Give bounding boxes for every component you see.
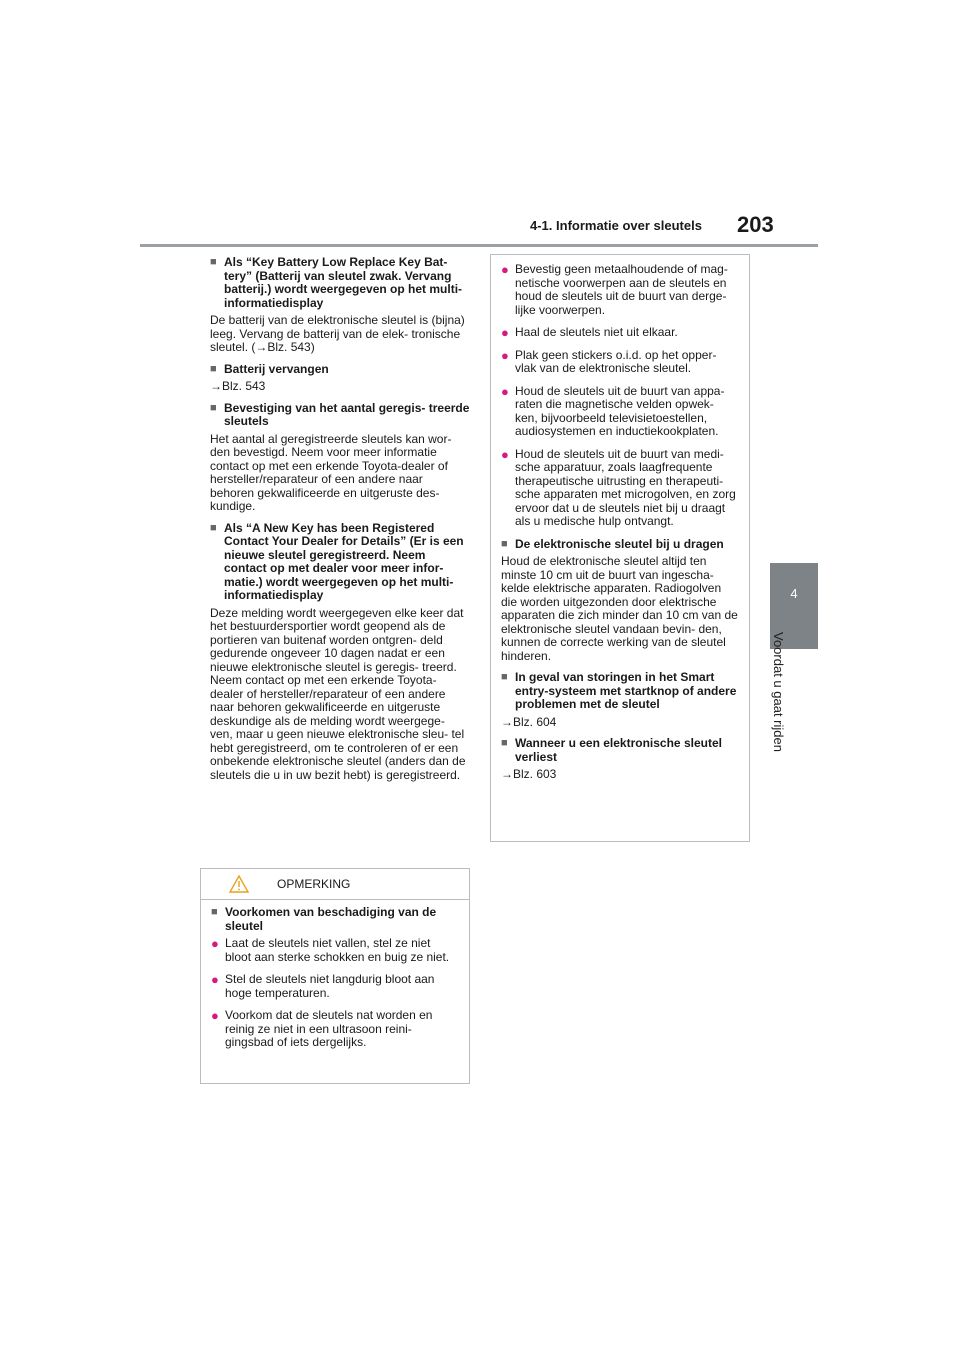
heading-battery-replace: ■ Batterij vervangen <box>210 361 329 376</box>
note-box <box>200 868 470 1084</box>
page-reference: →Blz. 604 <box>501 714 557 729</box>
list-item: ● Houd de sleutels uit de buurt van medi- sche apparatuur, zoals laagfrequente therapeutische uitrusting en therapeuti- sche apparaten met microgolven, en zorg ervoor dat u de sleutels niet bij u draagt als u medische hulp ontvangt. <box>501 446 736 528</box>
note-heading: ■ Voorkomen van beschadiging van de sleutel <box>211 905 437 933</box>
heading-malfunction: ■ In geval van storingen in het Smart entry-systeem met startknop of andere problemen met de sleutel <box>501 670 737 711</box>
list-item: ● Plak geen stickers o.i.d. op het opper- vlak van de elektronische sleutel. <box>501 347 717 375</box>
bullet-icon: ● <box>501 383 509 399</box>
right-note-box <box>490 254 750 842</box>
page-reference: →Blz. 603 <box>501 767 557 781</box>
note-title: OPMERKING <box>277 877 351 891</box>
list-item: ● Laat de sleutels niet vallen, stel ze niet bloot aan sterke schokken en buig ze niet. <box>211 936 450 964</box>
list-item: ● Houd de sleutels uit de buurt van appa- raten die magnetische velden opwek- ken, bijvoorbeeld televisietoestellen, audiosystemen en inductiekookplaten. <box>501 383 725 438</box>
bullet-icon: ● <box>501 262 509 277</box>
warning-icon <box>229 875 249 893</box>
square-bullet-icon: ■ <box>210 521 217 534</box>
paragraph: De batterij van de elektronische sleutel is (bijna) leeg. Vervang de batterij van de elek- tronische sleutel. (→Blz. 543) <box>210 313 465 354</box>
bullet-icon: ● <box>501 446 509 462</box>
list-item: ● Stel de sleutels niet langdurig bloot aan hoge temperaturen. <box>211 972 435 1000</box>
heading-registered-keys: ■ Bevestiging van het aantal geregis- treerde sleutels <box>210 400 470 428</box>
square-bullet-icon: ■ <box>501 737 508 749</box>
note-header <box>201 869 469 900</box>
header-rule <box>140 244 818 247</box>
paragraph: Het aantal al geregistreerde sleutels kan wor- den bevestigd. Neem voor meer informatie contact op met een erkende Toyota-dealer of hersteller/reparateur of een andere naar behoren gekwalificeerde en uitgeruste des- kundige. <box>210 431 452 513</box>
list-item: ● Voorkom dat de sleutels nat worden en reinig ze niet in een ultrasoon reini- gingsbad of iets dergelijks. <box>211 1008 433 1049</box>
paragraph: Houd de elektronische sleutel altijd ten minste 10 cm uit de buurt van ingescha- kelde elektrische apparaten. Radiogolven die worden uitgezonden door elektrische apparaten die zich minder dan 10 cm van de elektronische sleutel vandaan bevin- den, kunnen de correcte werking van de sleutel hinderen. <box>501 554 738 663</box>
bullet-icon: ● <box>501 347 509 363</box>
page-reference: →Blz. 543 <box>210 379 266 393</box>
bullet-icon: ● <box>211 972 219 987</box>
bullet-icon: ● <box>501 325 509 340</box>
bullet-icon: ● <box>211 1008 219 1023</box>
square-bullet-icon: ■ <box>210 362 217 375</box>
heading-key-battery-low: ■ Als “Key Battery Low Replace Key Bat- tery” (Batterij van sleutel zwak. Vervang batterij.) wordt weergegeven op het multi-informatiedisplay <box>210 255 463 310</box>
square-bullet-icon: ■ <box>210 401 217 414</box>
square-bullet-icon: ■ <box>210 256 217 268</box>
left-column <box>210 256 470 790</box>
square-bullet-icon: ■ <box>501 537 508 550</box>
chapter-label: Voordat u gaat rijden <box>771 632 786 752</box>
list-item: ● Bevestig geen metaalhoudende of mag- netische voorwerpen aan de sleutels en houd de sleutels uit de buurt van derge- lijke voorwerpen. <box>501 262 728 317</box>
square-bullet-icon: ■ <box>211 906 218 918</box>
chapter-tab-number: 4 <box>790 586 798 601</box>
bullet-icon: ● <box>211 936 219 951</box>
heading-lost-key: ■ Wanneer u een elektronische sleutel verliest <box>501 736 722 764</box>
paragraph: Neem contact op met een erkende Toyota- dealer of hersteller/reparateur of een andere naar behoren gekwalificeerde en uitgeruste deskundige als de melding wordt weergege- ven, maar u geen nieuwe elektronische sleu- tel hebt geregistreerd, om te controleren of er een onbekende elektronische sleutel (anders dan de sleutels die u in uw bezit hebt) is geregistreerd. <box>210 673 466 782</box>
heading-new-key-registered: ■ Als “A New Key has been Registered Contact Your Dealer for Details” (Er is een nieuwe sleutel geregistreerd. Neem contact op met dealer voor meer infor- matie.) wordt weergegeven op het multi-informatiedisplay <box>210 520 464 602</box>
page-number: 203 <box>737 212 774 237</box>
section-title: 4-1. Informatie over sleutels <box>530 218 702 233</box>
heading-carry-key: ■ De elektronische sleutel bij u dragen <box>501 536 724 551</box>
list-item: ● Haal de sleutels niet uit elkaar. <box>501 325 678 340</box>
paragraph: Deze melding wordt weergegeven elke keer dat het bestuurdersportier wordt geopend als de portieren van buitenaf worden ontgren- deld gedurende ongeveer 10 dagen nadat er een nieuwe elektronische sleutel is geregis- treerd. <box>210 605 464 674</box>
square-bullet-icon: ■ <box>501 671 508 683</box>
